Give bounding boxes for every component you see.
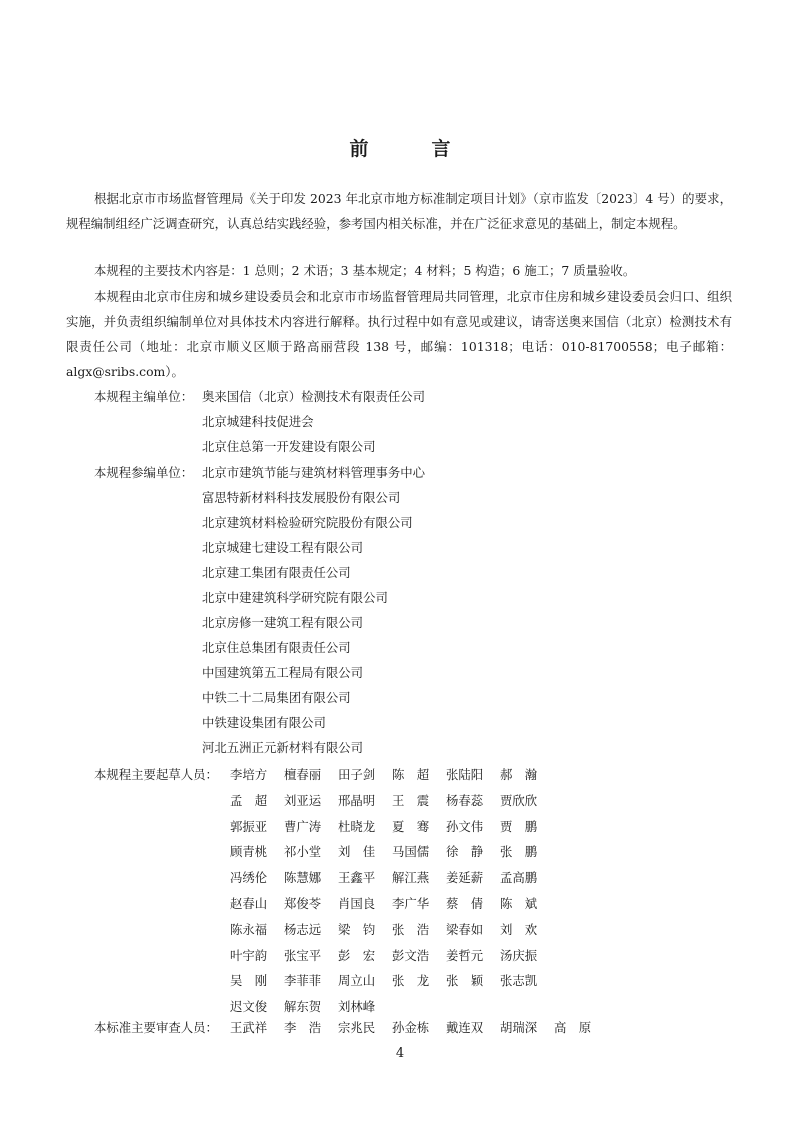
chief-units-section (94, 384, 744, 459)
foreword-paragraph-basis: 根据北京市市场监督管理局《关于印发 2023 年北京市地方标准制定项目计划》（京市监发〔2023〕4 号）的要求，规程编制组经广泛调查研究，认真总结实践经验，参考国内相关标准，并在广泛征求意见的基础上，制定本规程。 (66, 191, 732, 231)
org-name: 北京房修一建筑工程有限公司 (202, 615, 364, 630)
person-name: 郝 瀚 (500, 767, 538, 782)
person-name: 张志凯 (500, 973, 538, 989)
org-name: 北京建筑材料检验研究院股份有限公司 (202, 515, 413, 530)
people-section-label: 本标准主要审查人员： (94, 1020, 218, 1035)
page-number: 4 (395, 1046, 405, 1061)
people-row (94, 891, 744, 917)
person-name: 郭振亚 (230, 818, 268, 834)
person-name: 田子剑 (338, 767, 376, 782)
person-name: 宗兆民 (338, 1020, 376, 1035)
org-line (94, 735, 744, 760)
person-name: 张宝平 (284, 947, 322, 963)
person-name: 刘亚运 (284, 792, 322, 808)
people-row (94, 788, 744, 814)
chief-units-label: 本规程主编单位： (94, 389, 194, 404)
reviewers-section (94, 1015, 744, 1041)
org-line (94, 460, 744, 485)
person-name: 汤庆振 (500, 947, 538, 963)
org-name: 北京中建建筑科学研究院有限公司 (202, 590, 388, 605)
people-section-label: 本规程主要起草人员： (94, 767, 218, 782)
person-name: 姜哲元 (446, 947, 484, 963)
person-name: 蔡 倩 (446, 895, 484, 911)
person-name: 吴 刚 (230, 973, 268, 989)
org-line (94, 560, 744, 585)
person-name: 叶宇韵 (230, 947, 268, 963)
person-name: 孙金栋 (392, 1020, 430, 1035)
page-title: 前 言 (349, 138, 473, 160)
org-name: 北京住总集团有限责任公司 (202, 640, 351, 655)
participating-units-label: 本规程参编单位： (94, 465, 194, 480)
person-name: 郑俊苓 (284, 895, 322, 911)
person-name: 李培方 (230, 767, 268, 782)
person-name: 张陆阳 (446, 767, 484, 782)
people-row (94, 917, 744, 943)
person-name: 王鑫平 (338, 870, 376, 886)
org-name: 中国建筑第五工程局有限公司 (202, 665, 364, 680)
person-name: 彭文浩 (392, 947, 430, 963)
people-row (94, 865, 744, 891)
person-name: 王 震 (392, 792, 430, 808)
person-name: 梁 钧 (338, 921, 376, 937)
person-name: 张 浩 (392, 921, 430, 937)
person-name: 刘林峰 (338, 999, 376, 1015)
person-name: 马国儒 (392, 844, 430, 860)
org-name: 北京城建科技促进会 (202, 414, 314, 429)
person-name: 张 鹏 (500, 844, 538, 860)
person-name: 姜延薪 (446, 870, 484, 886)
person-name: 贾 鹏 (500, 818, 538, 834)
person-name: 高 原 (554, 1020, 592, 1035)
person-name: 孙文伟 (446, 818, 484, 834)
person-name: 胡瑞深 (500, 1020, 538, 1035)
org-line (94, 585, 744, 610)
person-name: 张 颖 (446, 973, 484, 989)
org-name: 北京建工集团有限责任公司 (202, 565, 351, 580)
org-line (94, 485, 744, 510)
org-line (94, 710, 744, 735)
person-name: 徐 静 (446, 844, 484, 860)
person-name: 贾欣欣 (500, 792, 538, 808)
person-name: 肖国良 (338, 895, 376, 911)
org-line (94, 610, 744, 635)
org-line (94, 660, 744, 685)
person-name: 彭 宏 (338, 947, 376, 963)
person-name: 赵春山 (230, 895, 268, 911)
person-name: 孟 超 (230, 792, 268, 808)
org-name: 奥来国信（北京）检测技术有限责任公司 (202, 389, 426, 404)
people-row (94, 839, 744, 865)
person-name: 陈永福 (230, 921, 268, 937)
org-line (94, 685, 744, 710)
person-name: 解东贺 (284, 999, 322, 1015)
person-name: 周立山 (338, 973, 376, 989)
org-line (94, 510, 744, 535)
org-line (94, 535, 744, 560)
person-name: 冯绣伦 (230, 870, 268, 886)
org-name: 北京城建七建设工程有限公司 (202, 540, 364, 555)
person-name: 陈 斌 (500, 895, 538, 911)
person-name: 刘 佳 (338, 844, 376, 860)
person-name: 杨志远 (284, 921, 322, 937)
people-row (94, 943, 744, 969)
person-name: 李 浩 (284, 1020, 322, 1035)
org-name: 中铁二十二局集团有限公司 (202, 690, 351, 705)
foreword-paragraph-management: 本规程由北京市住房和城乡建设委员会和北京市市场监督管理局共同管理，北京市住房和城乡建设委员会归口、组织实施，并负责组织编制单位对具体技术内容进行解释。执行过程中如有意见或建议，请寄送奥来国信（北京）检测技术有限责任公司（地址：北京市顺义区顺于路高丽营段 138 号，邮编：101318；电话：010-81700558；电子邮箱：algx@sribs.com）。 (66, 289, 732, 379)
org-line (94, 434, 744, 459)
person-name: 陈慧娜 (284, 870, 322, 886)
org-name: 河北五洲正元新材料有限公司 (202, 740, 364, 755)
person-name: 祁小堂 (284, 844, 322, 860)
person-name: 梁春如 (446, 921, 484, 937)
org-name: 北京住总第一开发建设有限公司 (202, 439, 376, 454)
person-name: 王武祥 (230, 1020, 268, 1035)
person-name: 刘 欢 (500, 921, 538, 937)
person-name: 迟文俊 (230, 999, 268, 1015)
person-name: 张 龙 (392, 973, 430, 989)
org-name: 富思特新材料科技发展股份有限公司 (202, 490, 401, 505)
person-name: 戴连双 (446, 1020, 484, 1035)
person-name: 李菲菲 (284, 973, 322, 989)
person-name: 解江燕 (392, 870, 430, 886)
people-row (94, 814, 744, 840)
org-line (94, 635, 744, 660)
person-name: 杜晓龙 (338, 818, 376, 834)
person-name: 檀春丽 (284, 767, 322, 782)
foreword-paragraph-contents: 本规程的主要技术内容是：1 总则；2 术语；3 基本规定；4 材料；5 构造；6 施工；7 质量验收。 (94, 263, 636, 278)
person-name: 夏 骞 (392, 818, 430, 834)
org-name: 中铁建设集团有限公司 (202, 715, 326, 730)
drafters-section (94, 762, 744, 1020)
person-name: 杨春蕊 (446, 792, 484, 808)
person-name: 曹广涛 (284, 818, 322, 834)
org-line (94, 384, 744, 409)
person-name: 李广华 (392, 895, 430, 911)
person-name: 邢晶明 (338, 792, 376, 808)
people-row (94, 968, 744, 994)
participating-units-section (94, 460, 744, 760)
people-row (94, 1015, 744, 1041)
person-name: 顾青桃 (230, 844, 268, 860)
people-row (94, 762, 744, 788)
org-line (94, 409, 744, 434)
person-name: 陈 超 (392, 767, 430, 782)
org-name: 北京市建筑节能与建筑材料管理事务中心 (202, 465, 426, 480)
person-name: 孟高鹏 (500, 870, 538, 886)
